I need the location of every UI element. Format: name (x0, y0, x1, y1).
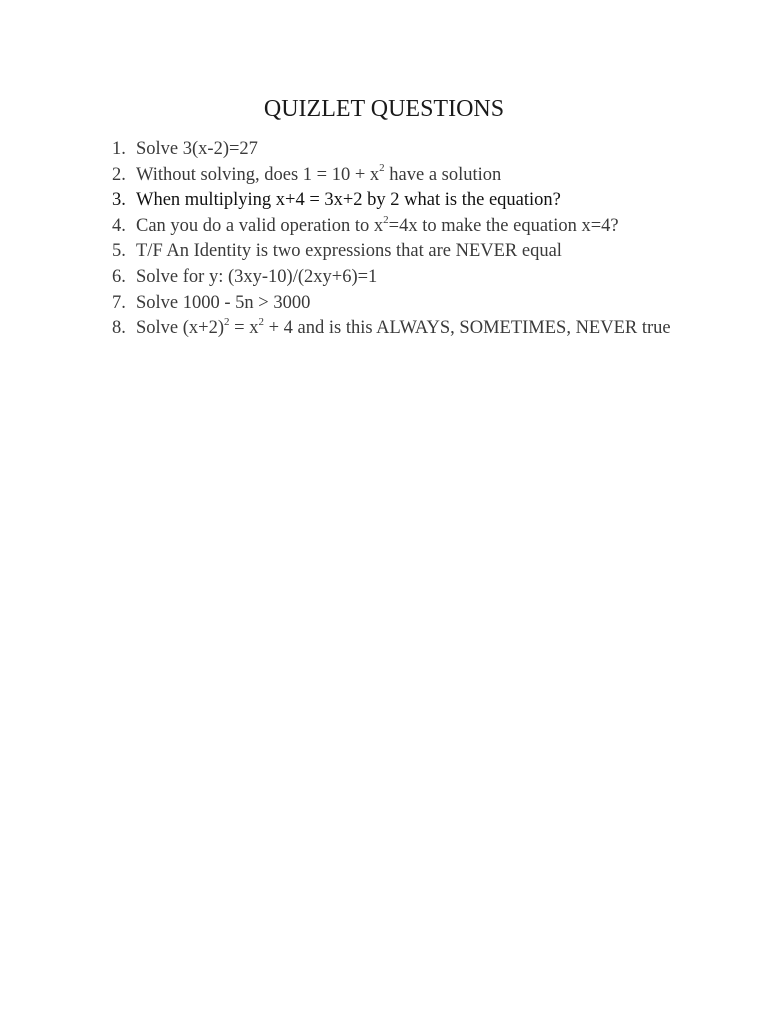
question-item-2 (112, 163, 692, 189)
question-number: 8. (112, 318, 126, 339)
question-number: 4. (112, 215, 126, 236)
question-text (136, 214, 692, 240)
question-number: 2. (112, 164, 126, 185)
question-text (136, 188, 692, 214)
question-text-part: Solve for y: (3xy-10)/(2xy+6)=1 (136, 266, 378, 287)
exponent: 2 (383, 213, 389, 226)
question-number: 5. (112, 241, 126, 262)
question-text-part: Solve (x+2) (136, 318, 225, 339)
question-number: 6. (112, 266, 126, 287)
question-text-part: have a solution (384, 164, 502, 185)
question-text-part: Can you do a valid operation to x (136, 215, 384, 236)
question-text-part: Solve 3(x-2)=27 (136, 139, 258, 159)
question-text (136, 265, 692, 291)
exponent: 2 (379, 162, 385, 175)
question-text-part: When multiplying x+4 = 3x+2 by 2 what is the equation? (136, 190, 561, 211)
question-item-8 (112, 316, 692, 342)
question-item-3 (112, 188, 692, 214)
question-text-part: + 4 and is this ALWAYS, SOMETIMES, NEVER true (263, 318, 671, 339)
question-item-5 (112, 239, 692, 265)
question-text-part: Solve 1000 - 5n > 3000 (136, 292, 311, 313)
question-item-1 (112, 137, 692, 163)
question-text-part: = x (229, 318, 259, 339)
question-item-4 (112, 214, 692, 240)
question-text (136, 163, 692, 189)
question-number: 1. (112, 139, 126, 159)
exponent: 2 (258, 316, 264, 328)
question-text-part: Without solving, does 1 = 10 + x (136, 164, 380, 185)
question-item-6 (112, 265, 692, 291)
question-text (136, 316, 692, 342)
page-title: QUIZLET QUESTIONS (263, 96, 505, 122)
question-text (136, 137, 692, 163)
question-text (136, 291, 692, 317)
question-number: 7. (112, 292, 126, 313)
exponent: 2 (224, 316, 230, 328)
question-text (136, 239, 692, 265)
question-number: 3. (112, 190, 126, 211)
question-text-part: =4x to make the equation x=4? (388, 215, 619, 236)
question-item-7 (112, 291, 692, 317)
question-list (112, 137, 692, 342)
question-text-part: T/F An Identity is two expressions that are NEVER equal (136, 241, 562, 262)
